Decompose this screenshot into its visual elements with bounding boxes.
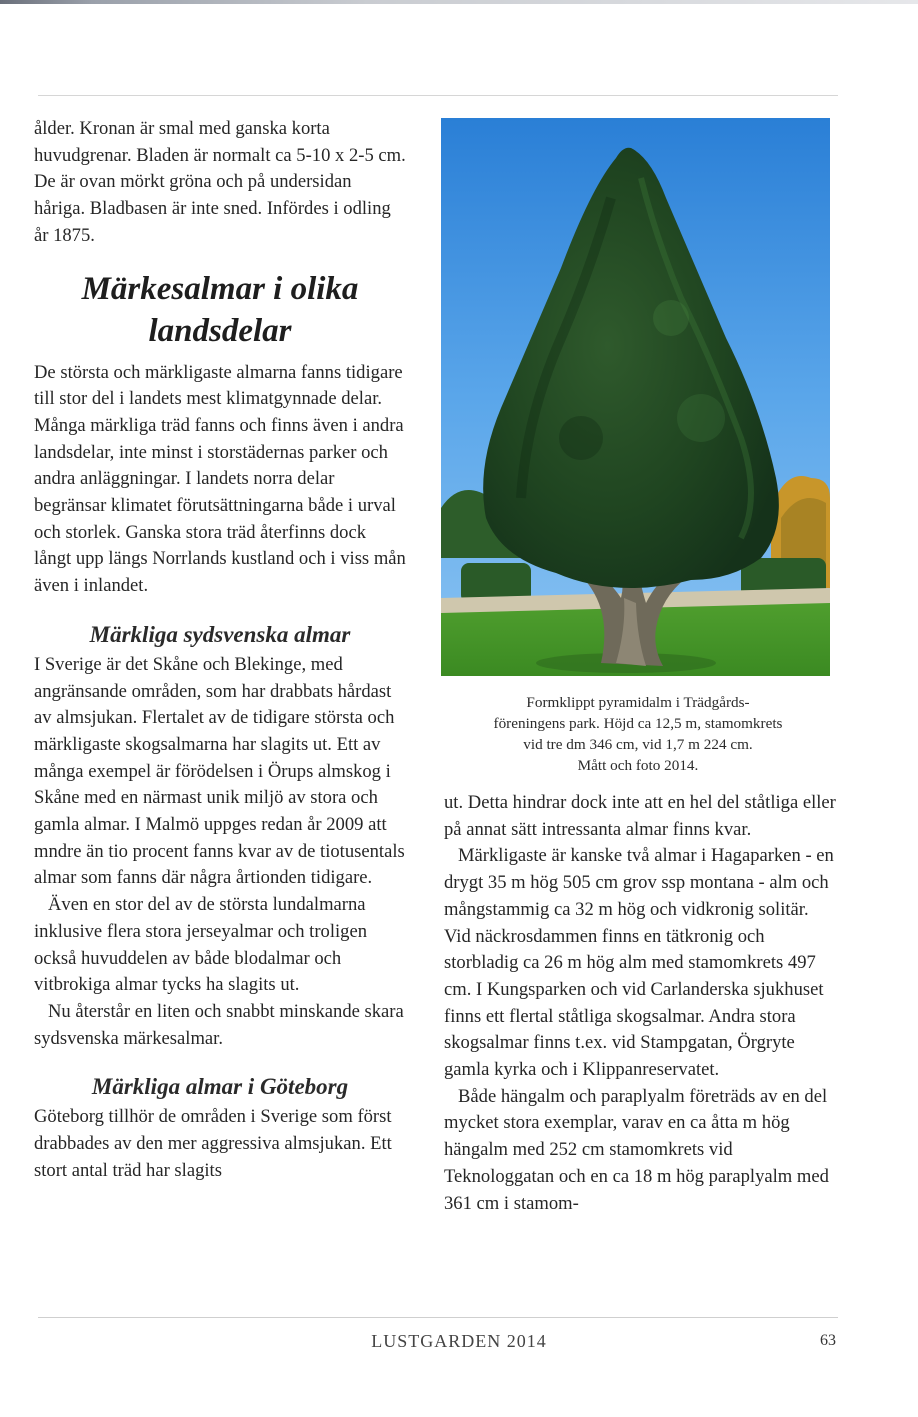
right-column [444, 790, 836, 1217]
caption-line: föreningens park. Höjd ca 12,5 m, stamomkrets [493, 715, 783, 732]
caption-line: Formklippt pyramidalm i Trädgårds- [526, 694, 750, 711]
south-paragraph-2: Även en stor del av de största lundalmarna inklusive flera stora jerseyalmar och troligen också huvuddelen av både blodalmar och vitbrokiga almar tycks ha slagits ut. [34, 894, 368, 996]
right-paragraph-3: Både hängalm och paraplyalm företräds av en del mycket stora exemplar, varav en ca åtta m hög hängalm med 252 cm stamomkrets vid Teknologgatan och en ca 18 m hög paraplyalm med 361 cm i stamom- [444, 1085, 829, 1214]
scan-edge [0, 0, 918, 4]
top-rule [38, 95, 838, 96]
left-column [34, 116, 406, 1185]
tree-photo-illustration [441, 118, 830, 676]
page-number: 63 [820, 1332, 836, 1349]
south-paragraph-3: Nu återstår en liten och snabbt minskande skara sydsvenska märkesalmar. [34, 1000, 404, 1049]
south-paragraph-1: I Sverige är det Skåne och Blekinge, med angränsande områden, som har drabbats hårdast av almsjukan. Flertalet av de tidigare största och märkligaste skogsalmarna har slagits ut. Ett av många exempel är förödelsen i Örups almskog i Skåne med en närmast unik miljö av stora och gamla almar. I Malmö uppges redan år 2009 att mndre än tio procent fanns kvar av de tiotusentals almar som fanns där några årtionden tidigare. [34, 653, 405, 889]
caption-line: Mått och foto 2014. [577, 757, 699, 774]
goteborg-paragraph: Göteborg tillhör de områden i Sverige som först drabbades av den mer aggressiva almsjukan. Ett stort antal träd har slagits [34, 1106, 392, 1181]
photo-caption [444, 692, 832, 776]
intro-paragraph: ålder. Kronan är smal med ganska korta huvudgrenar. Bladen är normalt ca 5-10 x 2-5 cm. De är ovan mörkt gröna och på undersidan håriga. Bladbasen är inte sned. Infördes i odling år 1875. [34, 118, 406, 246]
running-footer: LUSTGARDEN 2014 [371, 1331, 547, 1351]
bottom-rule [38, 1317, 838, 1318]
right-paragraph-1: ut. Detta hindrar dock inte att en hel del ståtliga eller på annat sätt intressanta almar finns kvar. [444, 792, 836, 840]
subheading-goteborg: Märkliga almar i Göteborg [91, 1074, 349, 1100]
subheading-south: Märkliga sydsvenska almar [89, 621, 351, 647]
caption-line: vid tre dm 346 cm, vid 1,7 m 224 cm. [523, 736, 753, 753]
section-paragraph: De största och märkligaste almarna fanns tidigare till stor del i landets mest klimatgynnade delar. Många märkliga träd fanns och finns även i andra landsdelar, inte minst i storstädernas parker och andra anläggningar. I landets norra delar begränsar klimatet förutsättningarna både i urval och storlek. Ganska stora träd återfinns dock långt upp längs Norrlands kustland och i viss mån även i inlandet. [34, 361, 406, 597]
section-heading: Märkesalmar i olika landsdelar [81, 270, 359, 349]
right-paragraph-2: Märkligaste är kanske två almar i Hagaparken - en drygt 35 m hög 505 cm grov ssp montana - alm och mångstammig ca 32 m hög och vidkronig solitär. Vid näckrosdammen finns en tätkronig och storbladig ca 26 m hög alm med stamomkrets 497 cm. I Kungsparken och vid Carlanderska sjukhuset finns ett flertal ståtliga skogsalmar. Andra stora skogsalmar finns t.ex. vid Stampgatan, Örgryte gamla kyrka och i Klippanreservatet. [444, 845, 834, 1081]
pyramid-elm-photo [441, 118, 830, 676]
